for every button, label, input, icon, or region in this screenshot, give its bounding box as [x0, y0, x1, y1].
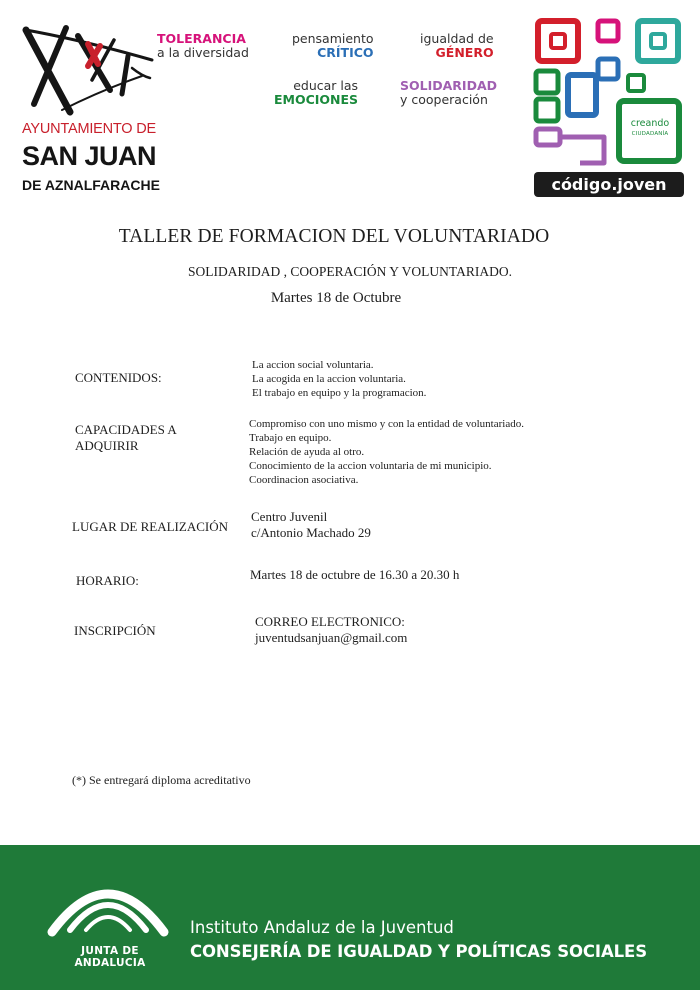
inscripcion-value: [255, 614, 407, 646]
list-item: El trabajo en equipo y la programacion.: [252, 387, 427, 399]
list-item: La accion social voluntaria.: [252, 359, 374, 371]
value-pensamiento-accent: CRÍTICO: [317, 45, 374, 60]
list-item: Coordinacion asociativa.: [249, 474, 359, 486]
diploma-footnote: (*) Se entregará diploma acreditativo: [72, 773, 251, 787]
codigo-joven-logo: [532, 15, 684, 170]
footer-consejeria: CONSEJERÍA DE IGUALDAD Y POLÍTICAS SOCIALES: [190, 942, 648, 961]
lugar-address: c/Antonio Machado 29: [251, 525, 371, 540]
event-subtitle: SOLIDARIDAD , COOPERACIÓN Y VOLUNTARIADO.: [188, 264, 512, 279]
contenidos-label: CONTENIDOS:: [75, 370, 162, 385]
lugar-value: [251, 509, 371, 541]
ayuntamiento-label: AYUNTAMIENTO DE: [22, 121, 156, 137]
municipality-name: SAN JUAN: [22, 141, 157, 171]
value-solidaridad-accent: SOLIDARIDAD: [400, 78, 497, 93]
event-date: Martes 18 de Octubre: [270, 290, 402, 306]
capacidades-label-line1: CAPACIDADES A: [75, 422, 177, 437]
horario-label: HORARIO:: [76, 573, 139, 588]
list-item: Relación de ayuda al otro.: [249, 446, 365, 458]
event-title: TALLER DE FORMACION DEL VOLUNTARIADO: [118, 226, 550, 247]
value-tolerancia-accent: TOLERANCIA: [157, 31, 246, 46]
lugar-label: LUGAR DE REALIZACIÓN: [72, 519, 228, 534]
value-pensamiento: [292, 32, 374, 60]
value-emociones-accent: EMOCIONES: [274, 92, 359, 107]
list-item: Compromiso con uno mismo y con la entidad de voluntariado.: [249, 418, 524, 430]
value-emociones: [274, 79, 358, 107]
value-solidaridad-rest: y cooperación: [400, 92, 488, 107]
inscripcion-method: CORREO ELECTRONICO:: [255, 614, 405, 629]
value-genero-accent: GÉNERO: [435, 45, 494, 60]
junta-andalucia-name: JUNTA DE ANDALUCIA: [74, 945, 146, 969]
list-item: Conocimiento de la accion voluntaria de mi municipio.: [249, 460, 492, 472]
capacidades-list: [249, 417, 524, 487]
inscripcion-label: INSCRIPCIÓN: [74, 623, 156, 638]
horario-value: Martes 18 de octubre de 16.30 a 20.30 h: [250, 567, 460, 582]
contenidos-list: [252, 358, 426, 400]
value-tolerancia: [157, 32, 249, 60]
capacidades-label-line2: ADQUIRIR: [75, 438, 139, 453]
value-pensamiento-pre: pensamiento: [292, 31, 374, 46]
codigo-joven-badge: código.joven: [534, 172, 684, 197]
codigo-joven-creando: creando: [630, 118, 670, 129]
value-genero: [420, 32, 494, 60]
inscripcion-email[interactable]: juventudsanjuan@gmail.com: [255, 630, 408, 645]
value-tolerancia-rest: a la diversidad: [157, 45, 249, 60]
lugar-venue: Centro Juvenil: [251, 509, 328, 524]
municipality-subname: DE AZNALFARACHE: [22, 177, 160, 193]
value-solidaridad: [400, 79, 497, 107]
footer-institute: Instituto Andaluz de la Juventud: [190, 918, 454, 937]
list-item: La acogida en la accion voluntaria.: [252, 373, 406, 385]
value-emociones-pre: educar las: [293, 78, 359, 93]
list-item: Trabajo en equipo.: [249, 432, 332, 444]
capacidades-label: [75, 422, 215, 454]
codigo-joven-ciudadania: CIUDADANÍA: [631, 131, 669, 137]
junta-andalucia-emblem-icon: [46, 870, 170, 938]
value-genero-pre: igualdad de: [420, 31, 494, 46]
